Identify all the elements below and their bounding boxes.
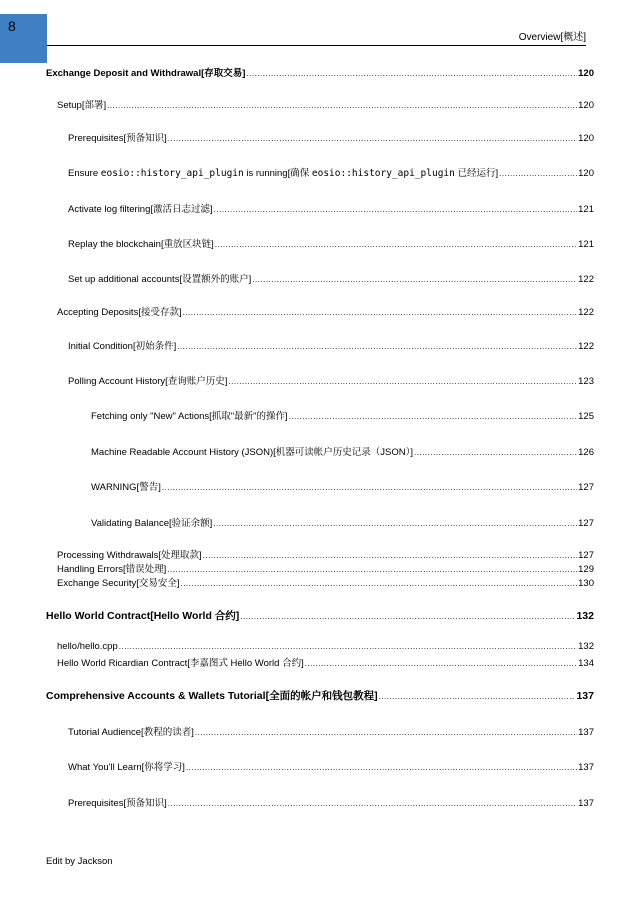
toc-entry-page: 122 [578, 307, 594, 318]
toc-entry-page: 127 [578, 518, 594, 529]
toc-entry-page: 134 [578, 658, 594, 669]
toc-entry[interactable] [91, 408, 594, 422]
toc-entry-label: Exchange Security[交易安全] [57, 578, 180, 589]
toc-entry-page: 120 [578, 68, 594, 79]
toc-entry-label: Set up additional accounts[设置额外的账户] [68, 274, 252, 285]
toc-entry-label: Activate log filtering[激活日志过滤] [68, 204, 213, 215]
toc-entry[interactable] [46, 688, 594, 703]
toc-label-text: 已经运行] [454, 168, 499, 179]
toc-entry-label: What You'll Learn[你将学习] [68, 762, 185, 773]
toc-label-text: is running[确保 [243, 168, 312, 179]
toc-leader [177, 342, 577, 351]
toc-entry[interactable] [57, 304, 594, 318]
toc-entry-label: Machine Readable Account History (JSON)[机器可读帐户历史记录（JSON）] [91, 447, 414, 458]
toc-entry[interactable] [57, 97, 594, 111]
toc-entry-label: Handling Errors[错误处理] [57, 564, 167, 575]
toc-entry[interactable] [68, 201, 594, 215]
toc-entry-label: hello/hello.cpp [57, 641, 118, 652]
toc-entry-label: Prerequisites[预备知识] [68, 133, 167, 144]
toc-leader [203, 551, 577, 560]
toc-label-code: eosio::history_api_plugin [311, 168, 455, 179]
toc-entry-label: Prerequisites[预备知识] [68, 798, 167, 809]
toc-entry[interactable] [68, 236, 594, 250]
toc-entry-page: 122 [578, 341, 594, 352]
toc-entry[interactable] [68, 165, 594, 179]
toc-entry[interactable] [57, 641, 594, 652]
toc-entry[interactable] [46, 608, 594, 623]
toc-leader [167, 565, 577, 574]
toc-leader [305, 659, 577, 668]
toc-entry[interactable] [46, 65, 594, 79]
toc-entry-label: Hello World Contract[Hello World 合约] [46, 610, 240, 622]
toc-leader [213, 519, 577, 528]
toc-entry-label: Comprehensive Accounts & Wallets Tutorial[全面的帐户和钱包教程] [46, 690, 378, 702]
toc-entry[interactable] [57, 655, 594, 669]
footer-credit: Edit by Jackson [46, 856, 113, 867]
toc-entry-label: Validating Balance[验证余额] [91, 518, 213, 529]
toc-entry-page: 120 [578, 100, 594, 111]
toc-leader [246, 69, 577, 78]
toc-label-code: eosio::history_api_plugin [100, 168, 244, 179]
toc-entry-page: 125 [578, 411, 594, 422]
toc-leader [228, 377, 577, 386]
toc-leader [119, 642, 577, 651]
toc-entry-page: 129 [578, 564, 594, 575]
toc-entry-page: 130 [578, 578, 594, 589]
toc-entry-label: Replay the blockchain[重放区块链] [68, 239, 214, 250]
toc-entry-page: 132 [576, 610, 594, 622]
page-number: 8 [8, 18, 16, 34]
toc-leader [379, 692, 576, 701]
toc-leader [168, 799, 577, 808]
toc-entry-page: 121 [578, 239, 594, 250]
toc-entry-page: 120 [578, 133, 594, 144]
toc-label-text: Ensure [68, 168, 101, 179]
toc-entry-label: Tutorial Audience[教程的读者] [68, 727, 194, 738]
toc-entry-label: Initial Condition[初始条件] [68, 341, 177, 352]
toc-entry-label: Polling Account History[查询账户历史] [68, 376, 228, 387]
toc-leader [183, 308, 578, 317]
toc-entry-page: 132 [578, 641, 594, 652]
toc-entry[interactable] [68, 130, 594, 144]
toc-entry-label: Exchange Deposit and Withdrawal[存取交易] [46, 68, 246, 79]
toc-entry-label: Setup[部署] [57, 100, 107, 111]
toc-entry-page: 137 [576, 690, 594, 702]
toc-entry-page: 127 [578, 550, 594, 561]
toc-leader [162, 483, 577, 492]
toc-entry-page: 123 [578, 376, 594, 387]
toc-leader [186, 763, 577, 772]
toc-entry-page: 137 [578, 762, 594, 773]
toc-entry-page: 127 [578, 482, 594, 493]
toc-entry-page: 122 [578, 274, 594, 285]
toc-leader [240, 612, 575, 621]
header-divider [47, 45, 586, 46]
toc-leader [168, 134, 577, 143]
toc-entry-page: 137 [578, 727, 594, 738]
toc-entry-page: 137 [578, 798, 594, 809]
toc-entry-label [68, 165, 498, 179]
toc-leader [414, 448, 577, 457]
toc-entry[interactable] [68, 795, 594, 809]
toc-entry[interactable] [68, 724, 594, 738]
toc-entry-page: 120 [578, 168, 594, 179]
toc-entry[interactable] [91, 479, 594, 493]
toc-leader [214, 205, 577, 214]
toc-leader [289, 412, 577, 421]
toc-leader [107, 101, 577, 110]
toc-leader [181, 579, 578, 588]
toc-leader [252, 275, 577, 284]
toc-leader [195, 728, 577, 737]
toc-entry-page: 121 [578, 204, 594, 215]
toc-entry-label: Processing Withdrawals[处理取款] [57, 550, 202, 561]
toc-entry[interactable] [68, 338, 594, 352]
toc-leader [215, 240, 577, 249]
toc-leader [499, 169, 577, 178]
toc-entry[interactable] [91, 515, 594, 529]
toc-entry[interactable] [57, 575, 594, 589]
toc-entry-label: Accepting Deposits[接受存款] [57, 307, 182, 318]
toc-entry[interactable] [91, 444, 594, 458]
toc-entry-label: WARNING[警告] [91, 482, 161, 493]
header-title: Overview[概述] [518, 32, 586, 43]
toc-entry-label: Hello World Ricardian Contract[李嘉图式 Hello World 合约] [57, 658, 304, 669]
toc-entry[interactable] [68, 759, 594, 773]
toc-entry[interactable] [57, 547, 594, 561]
toc-entry-page: 126 [578, 447, 594, 458]
toc-entry-label: Fetching only "New" Actions[抓取"最新"的操作] [91, 411, 288, 422]
toc-entry[interactable] [68, 271, 594, 285]
toc-entry[interactable] [57, 561, 594, 575]
toc-entry[interactable] [68, 373, 594, 387]
